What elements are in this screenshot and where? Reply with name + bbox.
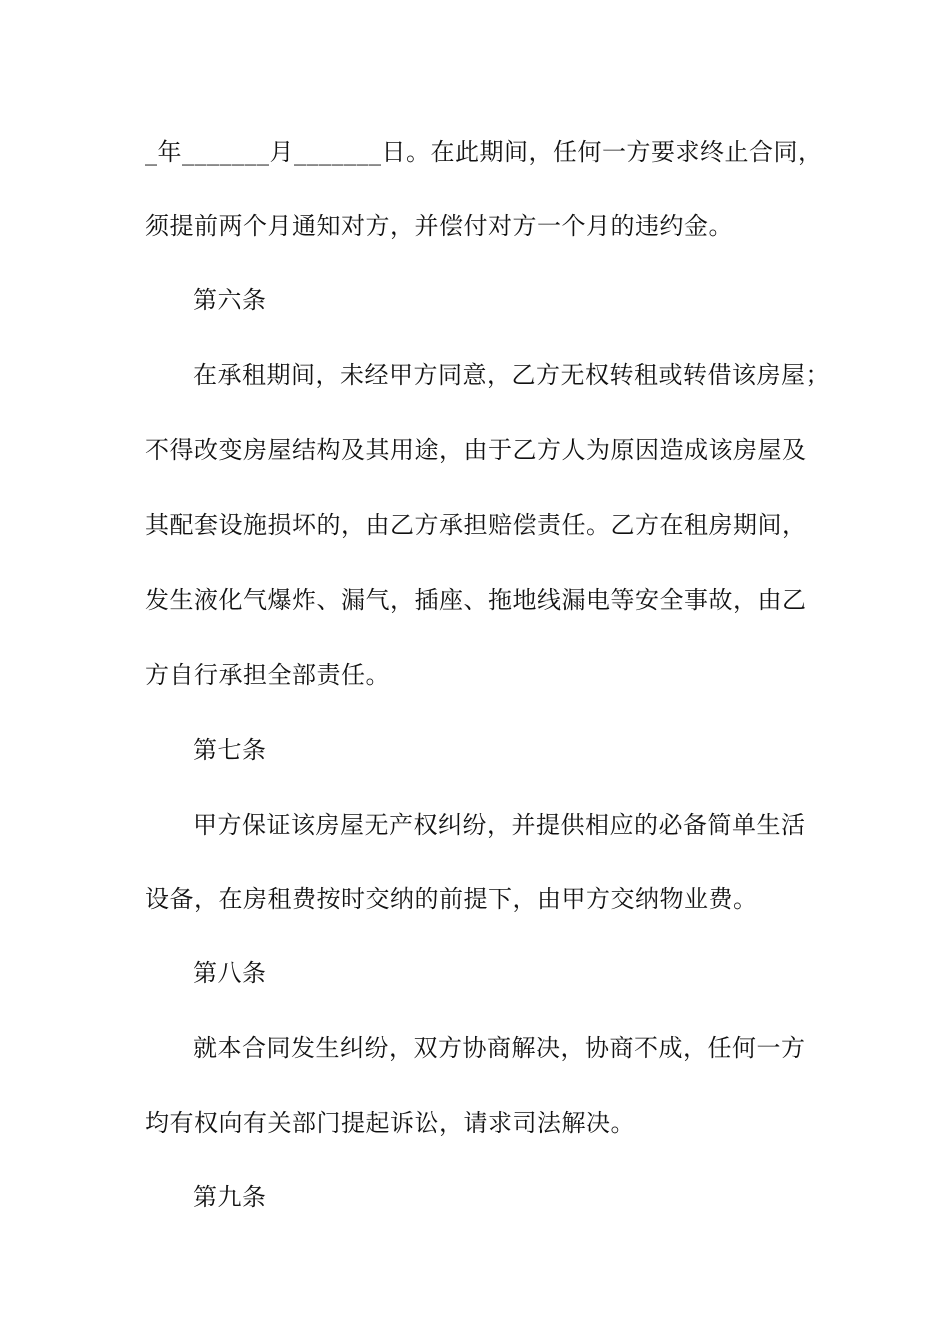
article-6-paragraph-line-1: 在承租期间，未经甲方同意，乙方无权转租或转借该房屋； [193,361,830,389]
article-6-paragraph-line-4: 发生液化气爆炸、漏气，插座、拖地线漏电等安全事故，由乙 [145,586,807,614]
text-line-notice: 须提前两个月通知对方，并偿付对方一个月的违约金。 [145,212,733,240]
article-6-paragraph-line-2: 不得改变房屋结构及其用途，由于乙方人为原因造成该房屋及 [145,436,807,464]
article-8-heading: 第八条 [193,959,267,987]
article-7-paragraph-line-1: 甲方保证该房屋无产权纠纷，并提供相应的必备简单生活 [193,811,806,839]
text-line-date-term: _年_______月_______日。在此期间，任何一方要求终止合同， [145,138,823,166]
article-7-heading: 第七条 [193,736,267,764]
article-6-heading: 第六条 [193,286,267,314]
article-9-heading: 第九条 [193,1183,267,1211]
article-6-paragraph-line-3: 其配套设施损坏的，由乙方承担赔偿责任。乙方在租房期间， [145,511,807,539]
article-8-paragraph-line-2: 均有权向有关部门提起诉讼，请求司法解决。 [145,1109,635,1137]
article-8-paragraph-line-1: 就本合同发生纠纷，双方协商解决，协商不成，任何一方 [193,1034,806,1062]
article-7-paragraph-line-2: 设备，在房租费按时交纳的前提下，由甲方交纳物业费。 [145,885,758,913]
article-6-paragraph-line-5: 方自行承担全部责任。 [145,661,390,689]
